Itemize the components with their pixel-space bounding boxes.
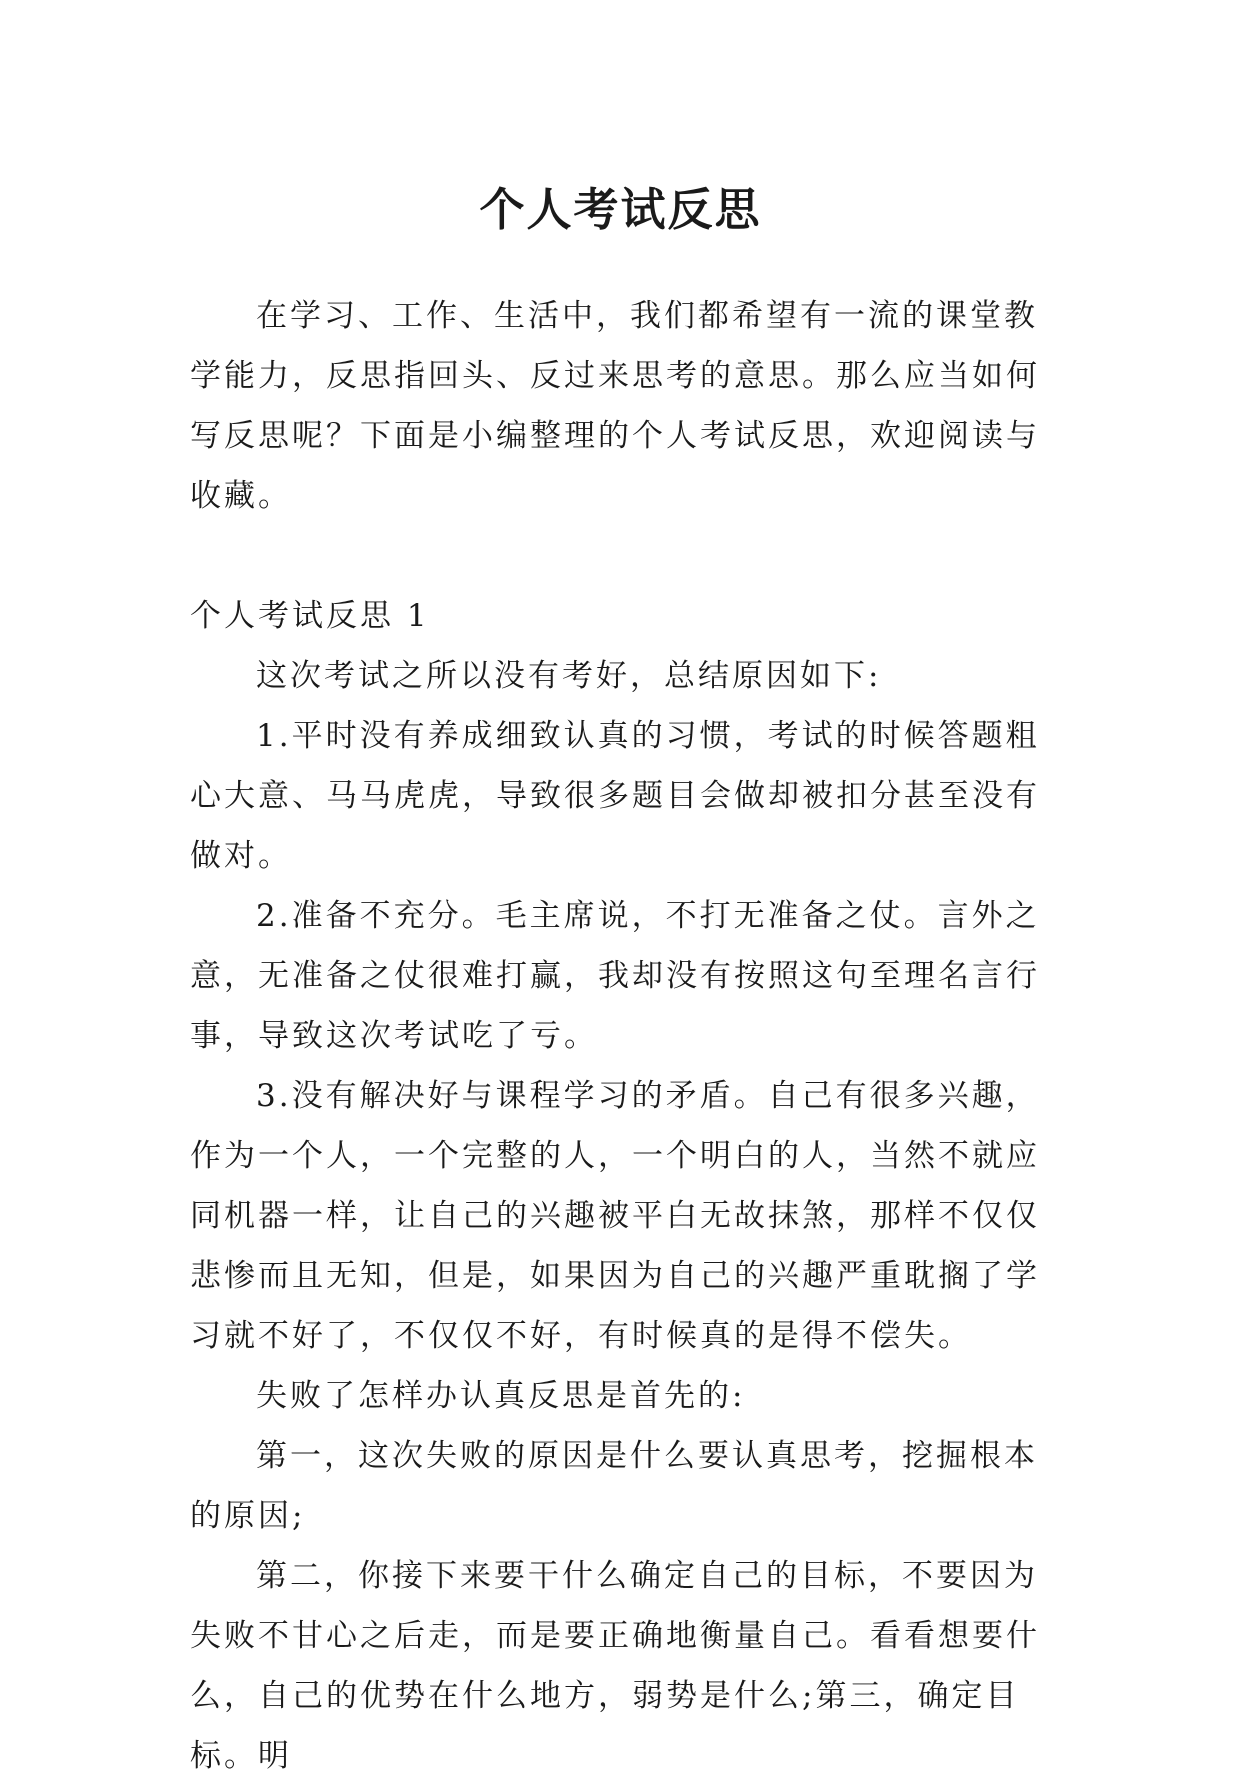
intro-paragraph: 在学习、工作、生活中，我们都希望有一流的课堂教学能力，反思指回头、反过来思考的意思。那么应当如何写反思呢？下面是小编整理的个人考试反思，欢迎阅读与收藏。 (190, 298, 1040, 514)
document-title: 个人考试反思 (479, 183, 762, 237)
section-heading: 个人考试反思 1 (190, 598, 430, 634)
body-paragraph: 3.没有解决好与课程学习的矛盾。自己有很多兴趣，作为一个人，一个完整的人，一个明白的人，当然不就应同机器一样，让自己的兴趣被平白无故抹煞，那样不仅仅悲惨而且无知，但是，如果因为自己的兴趣严重耽搁了学习就不好了，不仅仅不好，有时候真的是得不偿失。 (190, 1078, 1040, 1354)
body-paragraph: 失败了怎样办认真反思是首先的: (256, 1378, 746, 1414)
body-paragraph: 这次考试之所以没有考好，总结原因如下: (256, 658, 882, 694)
body-paragraph: 1.平时没有养成细致认真的习惯，考试的时候答题粗心大意、马马虎虎，导致很多题目会做却被扣分甚至没有做对。 (190, 718, 1040, 874)
body-paragraph: 第二，你接下来要干什么确定自己的目标，不要因为失败不甘心之后走，而是要正确地衡量自己。看看想要什么，自己的优势在什么地方，弱势是什么;第三，确定目标。明 (190, 1558, 1040, 1774)
document-body (190, 286, 1070, 1786)
body-paragraph: 2.准备不充分。毛主席说，不打无准备之仗。言外之意，无准备之仗很难打赢，我却没有按照这句至理名言行事，导致这次考试吃了亏。 (190, 898, 1040, 1054)
body-paragraph: 第一，这次失败的原因是什么要认真思考，挖掘根本的原因; (190, 1438, 1038, 1534)
paragraph-gap (190, 526, 1070, 586)
